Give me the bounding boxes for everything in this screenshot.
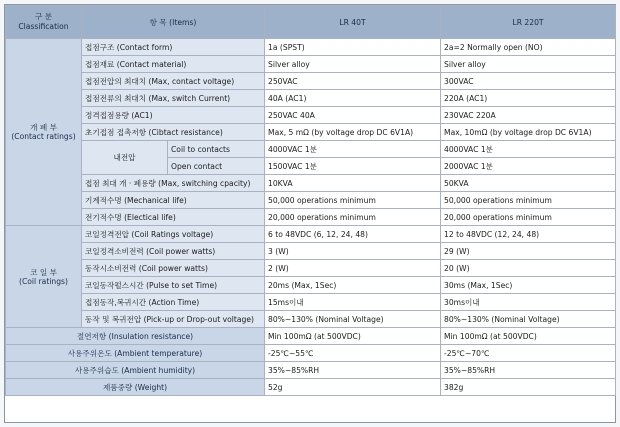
table-row [6, 107, 616, 124]
item-label: 사용주위온도 (Ambient temperature) [6, 345, 265, 362]
item-label: 제품중량 (Weight) [6, 379, 265, 396]
value-lr220t: 80%~130% (Nominal Voltage) [441, 311, 616, 328]
value-lr40t: 80%~130% (Nominal Voltage) [265, 311, 441, 328]
value-lr220t: -25℃~70℃ [441, 345, 616, 362]
value-lr40t: 6 to 48VDC (6, 12, 24, 48) [265, 226, 441, 243]
value-lr220t: Max, 10mΩ (by voltage drop DC 6V1A) [441, 124, 616, 141]
value-lr40t: 20,000 operations minimum [265, 209, 441, 226]
header-model-lr220t: LR 220T [441, 6, 616, 39]
value-lr220t: 20 (W) [441, 260, 616, 277]
group-coil-ko: 코 일 부 [30, 267, 57, 277]
value-lr40t: 250VAC [265, 73, 441, 90]
header-classification-ko: 구 분 [34, 12, 53, 21]
value-lr220t: 220A (AC1) [441, 90, 616, 107]
value-lr220t: 50,000 operations minimum [441, 192, 616, 209]
value-lr220t: 300VAC [441, 73, 616, 90]
value-lr40t: 15ms이내 [265, 294, 441, 311]
table-row [6, 243, 616, 260]
item-label: 코일정격소비전력 (Coil power watts) [82, 243, 265, 260]
group-contact-ko: 개 폐 부 [30, 123, 57, 132]
item-label: 접점전류의 최대치 (Max, switch Current) [82, 90, 265, 107]
value-lr220t: 29 (W) [441, 243, 616, 260]
item-label: 사용주위습도 (Ambient humidity) [6, 362, 265, 379]
value-lr40t: Max, 5 mΩ (by voltage drop DC 6V1A) [265, 124, 441, 141]
group-contact-ratings [6, 39, 82, 226]
table-row [6, 39, 616, 56]
item-label: 접점동작,복귀시간 (Action Time) [82, 294, 265, 311]
value-lr220t: 30ms (Max, 1Sec) [441, 277, 616, 294]
table-row [6, 345, 616, 362]
value-lr220t: 382g [441, 379, 616, 396]
table-row [6, 362, 616, 379]
item-label: 동작 및 복귀전압 (Pick-up or Drop-out voltage) [82, 311, 265, 328]
group-coil-ratings [6, 226, 82, 328]
table-row [6, 192, 616, 209]
value-lr40t: 2 (W) [265, 260, 441, 277]
table-row [6, 124, 616, 141]
value-lr220t: 12 to 48VDC (12, 24, 48) [441, 226, 616, 243]
item-label: 접점재료 (Contact material) [82, 56, 265, 73]
table-row [6, 90, 616, 107]
item-label: 접점전압의 최대치 (Max, contact voltage) [82, 73, 265, 90]
header-classification [6, 6, 82, 39]
value-lr40t: 1a (SPST) [265, 39, 441, 56]
table-row [6, 226, 616, 243]
item-label: 접점 최대 개 · 폐용량 (Max, switching cpacity) [82, 175, 265, 192]
value-lr40t: 3 (W) [265, 243, 441, 260]
table-row [6, 277, 616, 294]
value-lr220t: 4000VAC 1분 [441, 141, 616, 158]
item-label: Coil to contacts [168, 141, 265, 158]
table-row [6, 73, 616, 90]
item-label: Open contact [168, 158, 265, 175]
table-row [6, 311, 616, 328]
value-lr220t: 230VAC 220A [441, 107, 616, 124]
table-row [6, 209, 616, 226]
value-lr40t: -25℃~55℃ [265, 345, 441, 362]
table-row [6, 379, 616, 396]
value-lr40t: 40A (AC1) [265, 90, 441, 107]
value-lr40t: 20ms (Max, 1Sec) [265, 277, 441, 294]
value-lr40t: 50,000 operations minimum [265, 192, 441, 209]
item-label: 초기접점 접촉저항 (Cibtact resistance) [82, 124, 265, 141]
value-lr220t: 50KVA [441, 175, 616, 192]
value-lr220t: 35%~85%RH [441, 362, 616, 379]
value-lr40t: 10KVA [265, 175, 441, 192]
value-lr40t: Min 100mΩ (at 500VDC) [265, 328, 441, 345]
header-row [6, 6, 616, 39]
group-contact-en: (Contact ratings) [11, 132, 76, 141]
group-coil-en: (Coil ratings) [19, 276, 68, 286]
value-lr40t: 35%~85%RH [265, 362, 441, 379]
item-label: 코일정격전압 (Coil Ratings voltage) [82, 226, 265, 243]
item-label: 접점구조 (Contact form) [82, 39, 265, 56]
spec-table [5, 5, 616, 396]
value-lr220t: 30ms이내 [441, 294, 616, 311]
header-model-lr40t: LR 40T [265, 6, 441, 39]
value-lr220t: 2000VAC 1분 [441, 158, 616, 175]
value-lr220t: 2a=2 Normally open (NO) [441, 39, 616, 56]
value-lr40t: 52g [265, 379, 441, 396]
header-items: 항 목 (Items) [82, 6, 265, 39]
item-label: 코일동작펄스시간 (Pulse to set Time) [82, 277, 265, 294]
item-label: 동작시소비전력 (Coil power watts) [82, 260, 265, 277]
header-classification-en: Classification [18, 22, 69, 31]
value-lr220t: Silver alloy [441, 56, 616, 73]
table-row [6, 56, 616, 73]
item-label: 절연저항 (Insulation resistance) [6, 328, 265, 345]
table-row [6, 175, 616, 192]
value-lr40t: 1500VAC 1분 [265, 158, 441, 175]
item-label: 기계적수명 (Mechanical life) [82, 192, 265, 209]
table-row [6, 294, 616, 311]
value-lr40t: 250VAC 40A [265, 107, 441, 124]
value-lr220t: Min 100mΩ (at 500VDC) [441, 328, 616, 345]
table-row [6, 141, 616, 158]
value-lr40t: Silver alloy [265, 56, 441, 73]
inner-voltage-label: 내전압 [82, 141, 168, 175]
value-lr40t: 4000VAC 1분 [265, 141, 441, 158]
table-row [6, 260, 616, 277]
table-row [6, 328, 616, 345]
item-label: 정격접점용량 (AC1) [82, 107, 265, 124]
spec-table-frame [4, 4, 616, 423]
value-lr220t: 20,000 operations minimum [441, 209, 616, 226]
item-label: 전기적수명 (Electical life) [82, 209, 265, 226]
